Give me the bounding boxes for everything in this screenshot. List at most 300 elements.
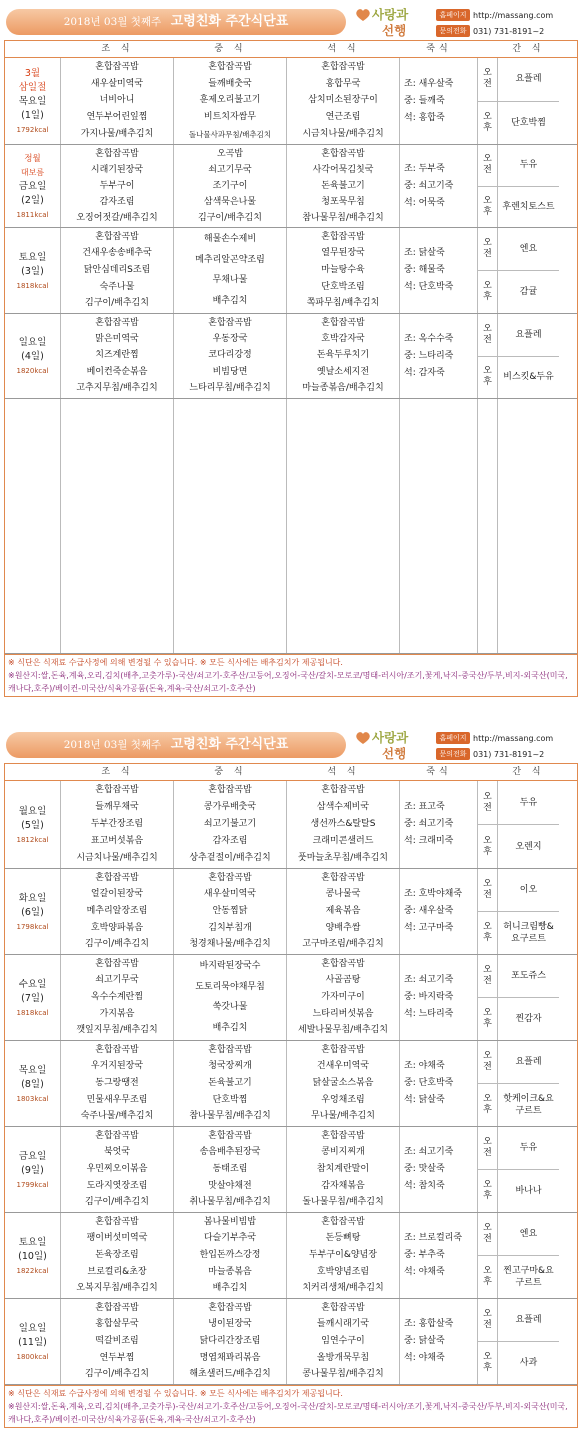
menu-item: 혼합잡곡밥 [95,1302,139,1313]
menu-item: 가지나물/배추김치 [80,129,154,140]
logo-text-1: 사랑과 [372,730,409,745]
menu-item: 쇠고기불고기 [203,819,257,829]
menu-item: 호박양념조림 [316,1266,370,1277]
menu-item: 얼갈이된장국 [90,889,144,900]
am-char-2: 전 [483,165,492,176]
snack-cell [498,1041,559,1126]
snack-am: 두유 [498,145,559,187]
pm-char-1: 오 [483,1266,492,1276]
am-char-2: 전 [483,249,492,259]
menu-item: 올방개묵무침 [316,1352,370,1363]
menu-item: 김치부침개 [208,922,252,933]
footnote-notice: ※ 식단은 식재료 수급사정에 의해 변경될 수 있습니다. ※ 모든 식사에는 배추김치가 제공됩니다. [8,658,343,667]
day-special-top: 정월 [24,154,41,164]
snack-cell [498,955,559,1040]
snack-pm: 비스킷&두유 [503,372,554,383]
am-char-2: 전 [483,890,492,900]
breakfast-cell [61,145,174,227]
snack-pm: 사과 [519,1358,538,1368]
menu-item: 훈제오리불고기 [199,95,261,106]
am-char-1: 오 [483,965,492,975]
col-breakfast: 조 식 [101,44,134,54]
am-char-1: 오 [483,1309,492,1319]
col-ampm [478,41,498,57]
pm-char-1: 오 [483,111,492,122]
menu-item: 도라지엿장조림 [86,1180,148,1191]
snack-cell [498,1299,559,1384]
menu-item: 옛날소세지전 [316,366,370,377]
menu-item: 명엽채꽈리볶음 [199,1352,261,1363]
menu-table [4,763,578,1428]
menu-item: 우동장국 [212,334,248,345]
table-row [5,145,577,228]
lunch-cell [174,314,287,398]
pm-char-1: 오 [483,1008,492,1018]
lunch-cell [174,1299,287,1384]
pm-char-1: 오 [483,281,492,291]
lunch-cell [174,1127,287,1212]
pm-label [478,187,497,228]
day-kcal: 1799kcal [16,1180,49,1189]
sheet-header [4,4,578,40]
am-label [478,228,497,271]
snack-cell [498,1127,559,1212]
juk-item: 석: 크래미죽 [404,836,454,846]
juk-item: 조: 쇠고기죽 [404,1147,454,1157]
logo-text-2: 선행 [382,23,407,38]
day-name: 금요일 [18,181,47,192]
juk-item: 석: 단호박죽 [404,282,454,292]
logo-text-1: 사랑과 [372,7,409,22]
menu-item: 맑은미역국 [95,334,139,345]
breakfast-cell [61,1299,174,1384]
am-label [478,1127,497,1170]
dinner-cell [287,955,400,1040]
logo-text-2: 선행 [382,746,407,761]
menu-item: 닭안심데리S조림 [83,264,151,275]
juk-item: 석: 고구마죽 [404,923,454,933]
menu-item: 돌나물사과무침/배추김치 [188,130,272,140]
day-name: 토요일 [18,1236,47,1248]
menu-item: 건새우송송배추국 [82,248,152,259]
juk-item: 석: 홍합죽 [404,112,445,123]
day-cell [5,145,61,227]
snack-cell [498,314,559,398]
menu-item: 마늘종볶음 [208,1266,252,1277]
header-date: 2018년 03월 첫째주 [63,739,162,751]
am-char-1: 오 [483,1137,492,1147]
menu-item: 오곡밥 [216,148,244,159]
day-name: 일요일 [18,1322,47,1334]
menu-item: 닭다리간장조림 [199,1335,261,1346]
ampm-cell [478,1213,498,1298]
menu-item: 바지락된장국수 [199,960,261,971]
am-char-2: 전 [483,79,492,90]
col-day [5,41,61,57]
table-header [5,41,577,58]
menu-item: 혼합잡곡밥 [208,61,252,72]
menu-item: 혼합잡곡밥 [95,317,139,328]
menu-item: 맛살야채전 [208,1180,252,1191]
menu-item: 양배추쌈 [325,922,361,933]
day-name: 토요일 [18,251,47,263]
pm-char-1: 오 [483,922,492,932]
phone-number: 031) 731-8191~2 [473,749,545,759]
ampm-cell [478,58,498,144]
ampm-cell [478,869,498,954]
menu-item: 쑥갓나물 [212,1002,248,1013]
col-day [5,764,61,780]
day-cell [5,1041,61,1126]
day-date: (3일) [21,265,44,277]
am-label [478,58,497,102]
menu-item: 돌나물무침/배추김치 [302,1197,384,1208]
am-char-1: 오 [483,1051,492,1061]
day-date: (1일) [21,110,44,121]
snack-pm: 허니크림빵&요구르트 [503,922,554,944]
menu-item: 숙주나물 [99,281,135,292]
day-date: (5일) [21,819,44,831]
footnote-origin: ※원산지:쌀,돈육,계육,오리,김치(배추,고춧가루)-국산/쇠고기-호주산/고등어,오징어-국산/갈치-모로코/명태-러시아/조기,꽃게,낙지-중국산/두부,비지-외국산(미국,캐나다,호주)/베이컨-미국산/식육가공품(돈육,계육-국산/쇠고기-호주산) [8,669,574,695]
table-row [5,869,577,955]
lunch-cell [174,781,287,868]
day-special-top: 3월 [24,68,41,79]
day-cell [5,955,61,1040]
menu-item: 김구이/배추김치 [85,298,149,309]
snack-cell [498,58,559,144]
col-lunch: 중 식 [214,44,247,54]
empty-cell [174,399,287,653]
pm-char-1: 오 [483,366,492,377]
menu-item: 열무된장국 [321,248,365,259]
day-date: (2일) [21,195,44,206]
pm-char-2: 후 [483,377,492,388]
juk-cell [400,314,478,398]
pm-label [478,1256,497,1298]
menu-item: 베이컨죽순볶음 [86,366,148,377]
ampm-cell [478,1127,498,1212]
juk-cell [400,1041,478,1126]
menu-item: 시래기된장국 [90,164,144,175]
breakfast-cell [61,1041,174,1126]
col-snack: 간 식 [512,767,545,777]
dinner-cell [287,1299,400,1384]
menu-item: 해초샐러드/배추김치 [189,1369,271,1380]
pm-char-2: 후 [483,1105,492,1115]
am-char-2: 전 [483,1320,492,1330]
menu-item: 쇠고기무국 [95,975,139,986]
am-char-2: 전 [483,334,492,345]
snack-pm: 찐고구마&요구르트 [503,1266,554,1288]
pm-label [478,825,497,868]
juk-item: 석: 닭살죽 [404,1095,445,1105]
menu-item: 닭살굴소스볶음 [312,1077,374,1088]
homepage-row [436,732,553,744]
menu-item: 김구이/배추김치 [85,1369,149,1380]
table-row [5,1299,577,1385]
juk-item: 중: 단호박죽 [404,1078,454,1088]
menu-item: 혼합잡곡밥 [321,872,365,883]
day-cell [5,869,61,954]
menu-item: 오징어젓갈/배추김치 [76,212,158,223]
am-char-1: 오 [483,68,492,79]
am-label [478,1213,497,1256]
dinner-cell [287,145,400,227]
day-kcal: 1792kcal [16,126,49,134]
snack-am: 포도쥬스 [498,955,559,998]
menu-sheet-week2 [4,727,578,1428]
ampm-cell [478,781,498,868]
menu-item: 취나물무침/배추김치 [189,1197,271,1208]
table-header [5,764,577,781]
homepage-link[interactable]: http://massang.com [473,733,554,743]
juk-item: 조: 닭살죽 [404,248,445,258]
day-name: 일요일 [18,337,47,348]
menu-item: 배추김치 [212,296,248,307]
menu-item: 고구마조림/배추김치 [302,939,384,950]
snack-pm: 바나나 [515,1186,542,1196]
menu-item: 혼합잡곡밥 [321,61,365,72]
juk-item: 중: 바지락죽 [404,992,454,1002]
menu-item: 해물손수제비 [203,233,257,244]
menu-item: 들깨배춧국 [208,78,252,89]
ampm-cell [478,955,498,1040]
juk-item: 중: 들깨죽 [404,95,445,106]
day-kcal: 1800kcal [16,1352,49,1361]
menu-item: 혼합잡곡밥 [208,1044,252,1055]
menu-item: 메추리알곤약조림 [195,254,265,265]
juk-item: 조: 새우살죽 [404,78,454,89]
menu-item: 콩비지찌개 [321,1147,365,1158]
juk-cell [400,781,478,868]
menu-item: 우거지된장국 [90,1061,144,1072]
lunch-cell [174,955,287,1040]
menu-item: 혼합잡곡밥 [321,231,365,242]
lunch-cell [174,145,287,227]
pm-label [478,102,497,145]
homepage-link[interactable]: http://massang.com [473,10,554,20]
table-row [5,1127,577,1213]
juk-item: 중: 쇠고기죽 [404,180,454,191]
menu-item: 브로컬리&초장 [87,1266,147,1277]
menu-item: 한입돈까스강정 [199,1249,261,1260]
menu-item: 혼합잡곡밥 [321,1302,365,1313]
ampm-cell [478,1299,498,1384]
menu-item: 혼합잡곡밥 [321,1044,365,1055]
juk-item: 석: 야채죽 [404,1353,445,1363]
menu-item: 삼색수제비국 [316,802,370,812]
menu-item: 건새우미역국 [316,1061,370,1072]
juk-item: 석: 느타리죽 [404,1009,454,1019]
menu-item: 혼합잡곡밥 [95,1130,139,1141]
pm-char-1: 오 [483,835,492,846]
dinner-cell [287,1213,400,1298]
day-date: (8일) [21,1078,44,1090]
menu-item: 새우살미역국 [90,78,144,89]
menu-item: 두부구이&양념장 [309,1249,377,1260]
footnote-notice: ※ 식단은 식재료 수급사정에 의해 변경될 수 있습니다. ※ 모든 식사에는 배추김치가 제공됩니다. [8,1389,343,1398]
snack-cell [498,145,559,227]
menu-item: 치즈계란찜 [95,350,139,361]
juk-item: 조: 옥수수죽 [404,333,454,344]
menu-sheet-week1 [4,4,578,697]
am-char-2: 전 [483,976,492,986]
day-date: (7일) [21,992,44,1004]
menu-item: 호박양파볶음 [90,922,144,933]
snack-cell [498,781,559,868]
am-label [478,781,497,825]
day-special-mid: 대보름 [20,168,45,177]
col-dinner: 석 식 [327,767,360,777]
pm-char-2: 후 [483,1277,492,1287]
pm-char-1: 오 [483,1094,492,1104]
am-label [478,1041,497,1084]
day-cell [5,1213,61,1298]
col-snack: 간 식 [512,44,545,54]
header-title: 고령친화 주간식단표 [170,737,289,752]
snack-am: 두유 [498,1127,559,1170]
day-kcal: 1818kcal [16,1008,49,1017]
snack-am: 요플레 [498,1041,559,1084]
menu-item: 제육볶음 [325,905,361,916]
menu-item: 혼합잡곡밥 [321,1130,365,1141]
day-kcal: 1818kcal [16,281,49,290]
snack-am: 요플레 [498,1299,559,1342]
day-cell [5,58,61,144]
homepage-label: 홈페이지 [436,732,470,744]
am-label [478,1299,497,1342]
menu-item: 상추겉절이/배추김치 [189,853,271,863]
logo [352,5,432,39]
menu-item: 돈육불고기 [208,1077,252,1088]
menu-item: 혼합잡곡밥 [95,785,139,795]
day-date: (11일) [18,1336,47,1348]
empty-cell [61,399,174,653]
menu-item: 팽이버섯미역국 [86,1233,148,1244]
menu-item: 우민찌오이볶음 [86,1163,148,1174]
col-lunch: 중 식 [214,767,247,777]
snack-am: 엔요 [498,1213,559,1256]
menu-item: 감자조림 [212,836,248,846]
ampm-cell [478,145,498,227]
menu-item: 숙주나물/배추김치 [80,1111,154,1122]
menu-item: 너비아니 [99,95,135,106]
table-row [5,314,577,399]
day-kcal: 1811kcal [16,211,49,219]
col-ampm [478,764,498,780]
day-cell [5,228,61,313]
dinner-cell [287,781,400,868]
footnote [5,1385,577,1427]
menu-item: 느타리버섯볶음 [312,1008,374,1019]
am-char-1: 오 [483,154,492,165]
breakfast-cell [61,1213,174,1298]
menu-table [4,40,578,697]
snack-cell [498,1213,559,1298]
juk-item: 중: 해물죽 [404,265,445,275]
pm-label [478,271,497,313]
menu-item: 연두부어린잎찜 [86,112,148,123]
am-char-1: 오 [483,323,492,334]
juk-item: 중: 느타리죽 [404,350,454,361]
day-cell [5,781,61,868]
snack-pm: 찐감자 [515,1014,542,1024]
menu-item: 쇠고기무국 [208,164,252,175]
phone-row [436,748,544,760]
juk-item: 중: 쇠고기죽 [404,819,454,829]
menu-item: 청포묵무침 [321,196,365,207]
day-cell [5,314,61,398]
menu-item: 홍합살무국 [95,1319,139,1330]
empty-cell [5,399,61,653]
menu-item: 메추리알장조림 [86,905,148,916]
menu-item: 단호박조림 [321,281,365,292]
menu-item: 무나물/배추김치 [311,1111,375,1122]
menu-item: 돈육장조림 [95,1249,139,1260]
col-breakfast: 조 식 [101,767,134,777]
menu-item: 김구이/배추김치 [85,1197,149,1208]
lunch-cell [174,1213,287,1298]
dinner-cell [287,1041,400,1126]
menu-item: 쪽파무침/배추김치 [306,298,380,309]
menu-item: 동그랑땡전 [95,1077,139,1088]
juk-item: 중: 부추죽 [404,1250,445,1260]
snack-pm: 핫케이크&요구르트 [503,1094,554,1116]
ampm-cell [478,314,498,398]
pm-char-2: 후 [483,292,492,302]
juk-cell [400,869,478,954]
menu-item: 들깨무채국 [95,802,139,812]
menu-item: 호박감자국 [321,334,365,345]
phone-row [436,25,544,37]
snack-pm: 오렌지 [515,841,542,852]
pm-char-2: 후 [483,1363,492,1373]
snack-cell [498,869,559,954]
menu-item: 김구이/배추김치 [198,212,262,223]
snack-pm: 감귤 [519,287,538,297]
pm-char-2: 후 [483,122,492,133]
breakfast-cell [61,869,174,954]
menu-item: 가지볶음 [99,1008,135,1019]
menu-item: 단호박찜 [212,1094,248,1105]
menu-item: 혼합잡곡밥 [95,148,139,159]
menu-item: 혼합잡곡밥 [208,785,252,795]
pm-label [478,998,497,1040]
pm-char-2: 후 [483,933,492,943]
menu-item: 풋마늘초무침/배추김치 [298,853,388,863]
day-kcal: 1812kcal [16,835,49,844]
juk-cell [400,1299,478,1384]
menu-item: 혼합잡곡밥 [208,872,252,883]
day-cell [5,1127,61,1212]
menu-item: 혼합잡곡밥 [208,1302,252,1313]
am-char-2: 전 [483,802,492,813]
table-row [5,781,577,869]
menu-item: 봄나물비빔밥 [203,1216,257,1227]
snack-pm: 후렌치토스트 [502,201,555,212]
pm-char-2: 후 [483,206,492,217]
am-char-1: 오 [483,879,492,889]
phone-label: 문의전화 [436,748,470,760]
menu-item: 동태조림 [212,1163,248,1174]
juk-item: 조: 표고죽 [404,802,445,812]
pm-char-2: 후 [483,846,492,857]
juk-item: 석: 감자죽 [404,367,445,378]
table-row [5,955,577,1041]
footnote-origin: ※원산지:쌀,돈육,계육,오리,김치(배추,고춧가루)-국산/쇠고기-호주산/고등어,오징어-국산/갈치-모로코/명태-러시아/조기,꽃게,낙지-중국산/두부,비지-외국산(미국,캐나다,호주)/베이컨-미국산/식육가공품(돈육,계육-국산/쇠고기-호주산) [8,1400,574,1426]
juk-cell [400,955,478,1040]
menu-item: 혼합잡곡밥 [321,148,365,159]
